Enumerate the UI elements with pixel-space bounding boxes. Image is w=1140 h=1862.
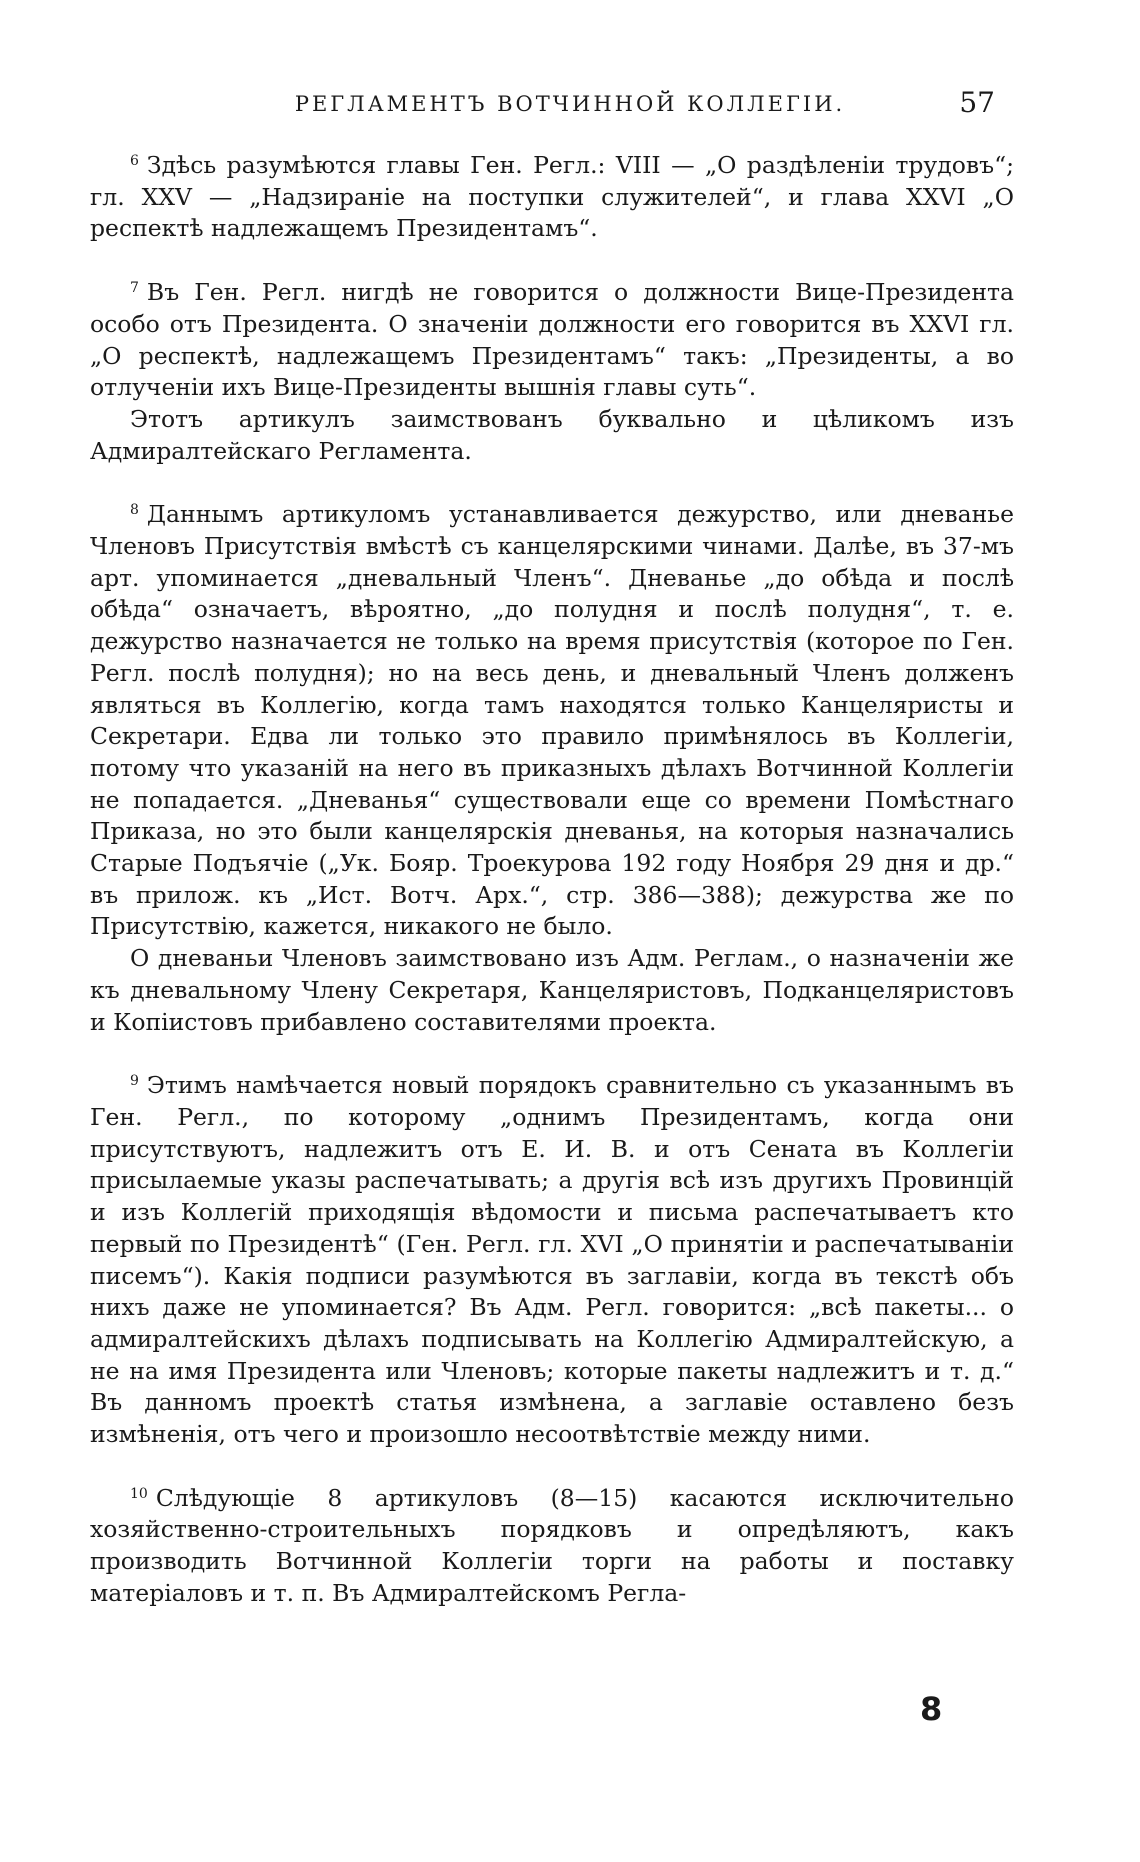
note-paragraph [90,277,1014,404]
note-text: Здѣсь разумѣются главы Ген. Регл.: VIII — „О раздѣленіи трудовъ“; гл. XXV — „Надзираніе на поступки служителей“, и глава XXVI „О респектѣ надлежащемъ Президентамъ“. [90,151,1014,243]
note-number: 10 [130,1485,148,1502]
note-text: Даннымъ артикуломъ устанавливается дежурство, или дневанье Членовъ Присутствія вмѣстѣ съ канцелярскими чинами. Далѣе, въ 37-мъ арт. упоминается „дневальный Членъ“. Дневанье „до обѣда и послѣ обѣда“ означаетъ, вѣроятно, „до полудня и послѣ полудня“, т. е. дежурство назначается не только на время присутствія (которое по Ген. Регл. послѣ полудня); но на весь день, и дневальный Членъ долженъ являться въ Коллегію, когда тамъ находятся только Канцеляристы и Секретари. Едва ли только это правило примѣнялось въ Коллегіи, потому что указаній на него въ приказныхъ дѣлахъ Вотчинной Коллегіи не попадается. „Дневанья“ существовали еще со времени Помѣстнаго Приказа, но это были канцелярскія дневанья, на которыя назначались Старые Подъячіе („Ук. Бояр. Троекурова 192 году Ноября 29 дня и др.“ въ прилож. къ „Ист. Вотч. Арх.“, стр. 386—388); дежурства же по Присутствію, кажется, никакого не было. [90,500,1014,941]
running-title: РЕГЛАМЕНТЪ ВОТЧИННОЙ КОЛЛЕГІИ. [294,92,846,116]
note-text: Слѣдующіе 8 артикуловъ (8—15) касаются исключительно хозяйственно-строительныхъ порядковъ и опредѣляютъ, какъ производить Вотчинной Коллегіи торги на работы и поставку матеріаловъ и т. п. Въ Адмиралтейскомъ Регла- [90,1483,1014,1607]
page-number: 57 [959,86,995,119]
note-number: 7 [130,280,139,297]
note-text: Въ Ген. Регл. нигдѣ не говорится о должности Вице-Президента особо отъ Президента. О значеніи должности его говорится въ XXVI гл. „О респектѣ, надлежащемъ Президентамъ“ такъ: „Президенты, а во отлученіи ихъ Вице-Президенты вышнія главы суть“. [90,278,1014,402]
note-number: 9 [130,1073,139,1090]
note-paragraph [90,1483,1014,1610]
note-paragraph [90,1070,1014,1450]
note-number: 6 [130,153,139,169]
note-text: Этимъ намѣчается новый порядокъ сравнительно съ указаннымъ въ Ген. Регл., по которому „однимъ Президентамъ, когда они присутствуютъ, надлежитъ отъ Е. И. В. и отъ Сената въ Коллегіи присылаемые указы распечатывать; а другія всѣ изъ другихъ Провинцій и изъ Коллегій приходящія вѣдомости и письма распечатываетъ кто первый по Президентѣ“ (Ген. Регл. гл. XVI „О принятіи и распечатываніи писемъ“). Какія подписи разумѣются въ заглавіи, когда въ текстѣ объ нихъ даже не упоминается? Въ Адм. Регл. говорится: „всѣ пакеты... о адмиралтейскихъ дѣлахъ подписывать на Коллегію Адмиралтейскую, а не на имя Президента или Членовъ; которые пакеты надлежитъ и т. д.“ Въ данномъ проектѣ статья измѣнена, а заглавіе оставлено безъ измѣненія, отъ чего и произошло несоотвѣтствіе между ними. [90,1071,1014,1449]
note-6 [90,150,1014,245]
note-number: 8 [130,502,139,519]
signature-mark: 8 [920,1690,943,1728]
note-7 [90,277,1014,467]
footnotes-body [90,150,1014,1642]
note-9 [90,1070,1014,1450]
note-8 [90,499,1014,1038]
note-paragraph: Этотъ артикулъ заимствованъ буквально и цѣликомъ изъ Адмиралтейскаго Регламента. [90,404,1014,465]
note-paragraph: О дневаньи Членовъ заимствовано изъ Адм. Реглам., о назначеніи же къ дневальному Члену Секретаря, Канцеляристовъ, Подканцеляристовъ и Копіистовъ прибавлено составителями проекта. [90,944,1014,1036]
note-paragraph [90,499,1014,943]
note-10 [90,1483,1014,1610]
note-paragraph [90,150,1014,245]
